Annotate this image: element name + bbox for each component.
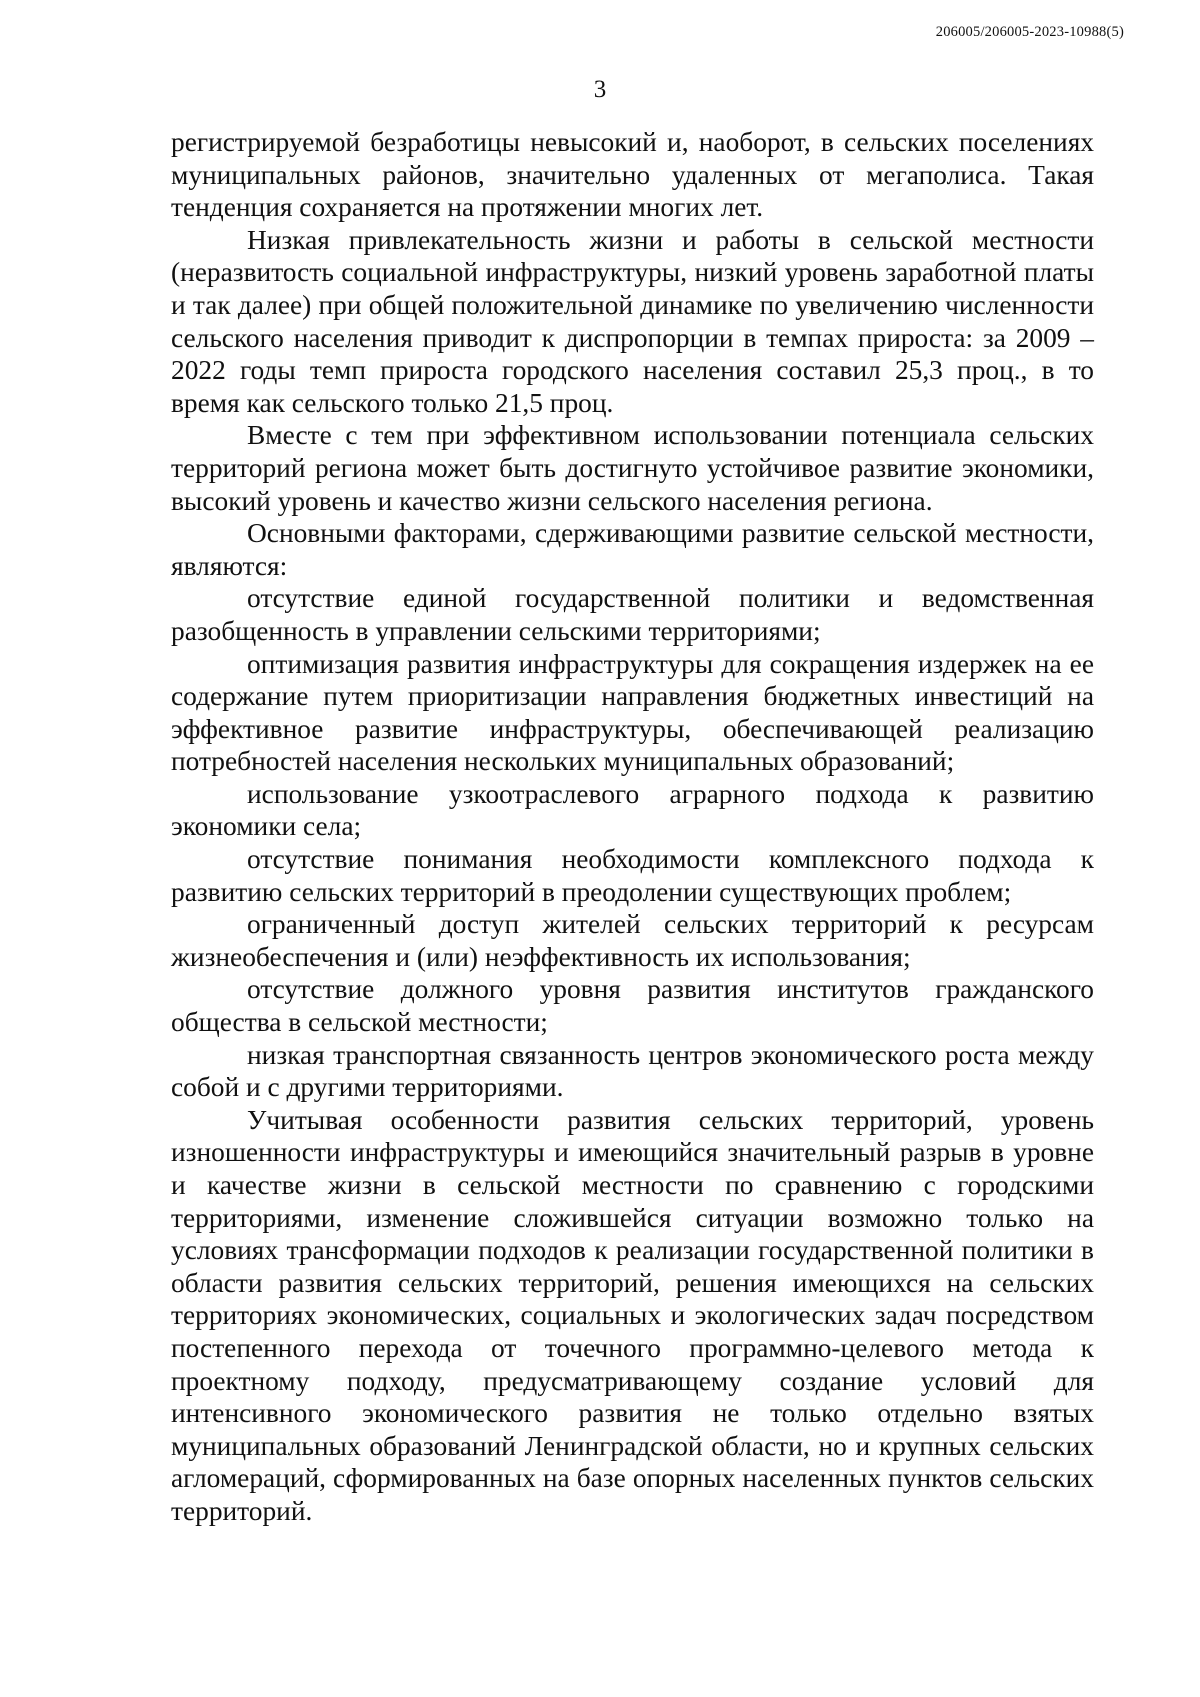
list-item-6: отсутствие должного уровня развития институтов гражданского общества в сельской местности;	[171, 974, 1094, 1038]
paragraph-1: регистрируемой безработицы невысокий и, наоборот, в сельских поселениях муниципальных районов, значительно удаленных от мегаполиса. Такая тенденция сохраняется на протяжении многих лет.	[171, 127, 1094, 223]
document-id: 206005/206005-2023-10988(5)	[935, 24, 1124, 40]
paragraph-2: Низкая привлекательность жизни и работы в сельской местности (неразвитость социальной инфраструктуры, низкий уровень заработной платы и так далее) при общей положительной динамике по увеличению численности сельского населения приводит к диспропорции в темпах прироста: за 2009 – 2022 годы темп прироста городского населения составил 25,3 проц., в то время как сельского только 21,5 проц.	[171, 224, 1094, 418]
paragraph-3: Вместе с тем при эффективном использовании потенциала сельских территорий региона может быть достигнуто устойчивое развитие экономики, высокий уровень и качество жизни сельского населения региона.	[171, 420, 1094, 516]
list-item-3: использование узкоотраслевого аграрного подхода к развитию экономики села;	[171, 778, 1094, 842]
list-item-2: оптимизация развития инфраструктуры для сокращения издержек на ее содержание путем приоритизации направления бюджетных инвестиций на эффективное развитие инфраструктуры, обеспечивающей реализацию потребностей населения нескольких муниципальных образований;	[171, 648, 1094, 777]
document-body	[171, 126, 1094, 1528]
list-item-5: ограниченный доступ жителей сельских территорий к ресурсам жизнеобеспечения и (или) неэффективность их использования;	[171, 909, 1094, 972]
page-number: 3	[593, 76, 607, 103]
paragraph-5: Учитывая особенности развития сельских территорий, уровень изношенности инфраструктуры и имеющийся значительный разрыв в уровне и качестве жизни в сельской местности по сравнению с городскими территориями, изменение сложившейся ситуации возможно только на условиях трансформации подходов к реализации государственной политики в области развития сельских территорий, решения имеющихся на сельских территориях экономических, социальных и экологических задач посредством постепенного перехода от точечного программно-целевого метода к проектному подходу, предусматривающему создание условий для интенсивного экономического развития не только отдельно взятых муниципальных образований Ленинградской области, но и крупных сельских агломераций, сформированных на базе опорных населенных пунктов сельских территорий.	[171, 1104, 1094, 1526]
paragraph-4: Основными факторами, сдерживающими развитие сельской местности, являются:	[171, 518, 1094, 581]
list-item-1: отсутствие единой государственной политики и ведомственная разобщенность в управлении сельскими территориями;	[171, 583, 1094, 646]
list-item-4: отсутствие понимания необходимости комплексного подхода к развитию сельских территорий в преодолении существующих проблем;	[171, 844, 1094, 907]
list-item-7: низкая транспортная связанность центров экономического роста между собой и с другими территориями.	[171, 1039, 1094, 1103]
